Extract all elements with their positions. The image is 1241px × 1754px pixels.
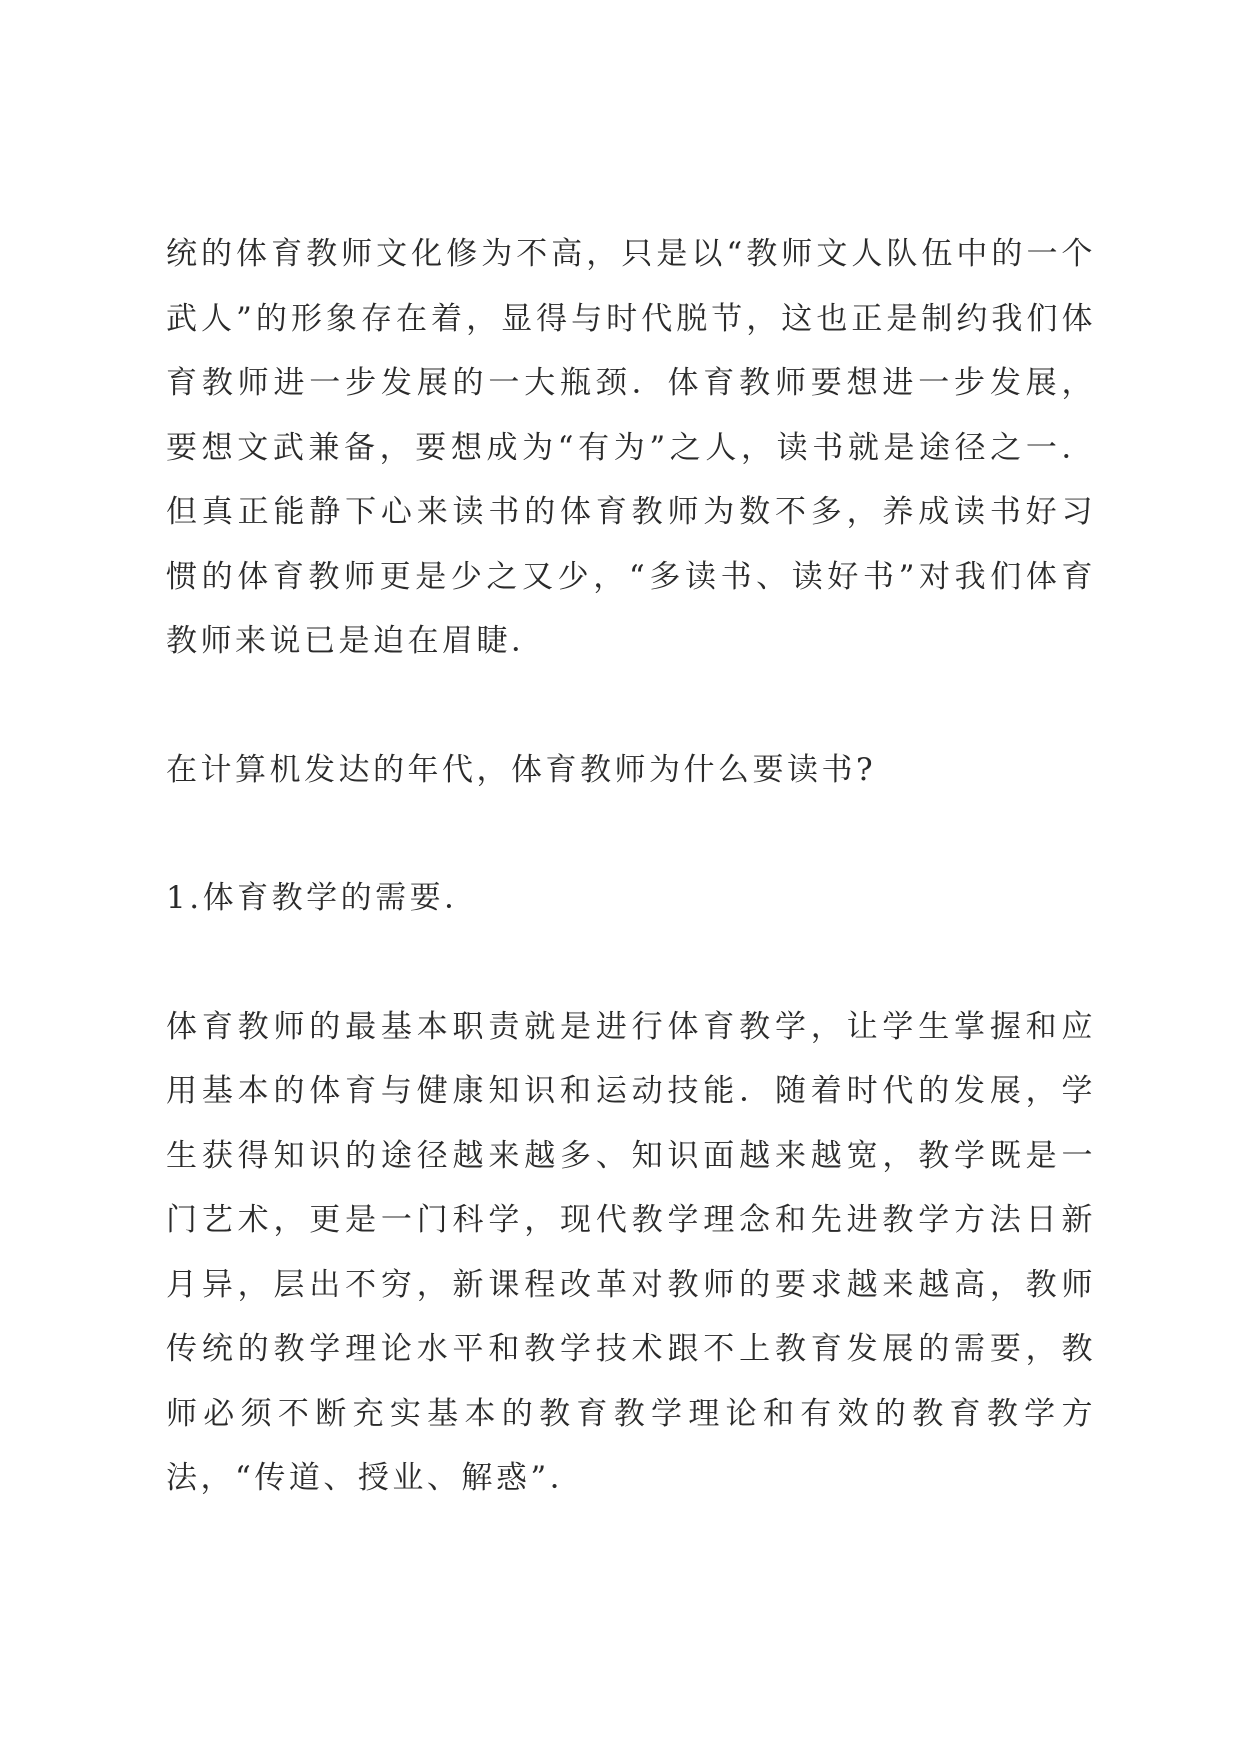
paragraph-4: 体育教师的最基本职责就是进行体育教学，让学生掌握和应用基本的体育与健康知识和运动技能．随着时代的发展，学生获得知识的途径越来越多、知识面越来越宽，教学既是一门艺术，更是一门科学，现代教学理念和先进教学方法日新月异，层出不穷，新课程改革对教师的要求越来越高，教师传统的教学理论水平和教学技术跟不上教育发展的需要，教师必须不断充实基本的教育教学理论和有效的教育教学方法，“传道、授业、解惑”． bbox=[166, 1008, 1096, 1496]
paragraph-3: 1.体育教学的需要． bbox=[166, 880, 479, 916]
paragraph-1: 统的体育教师文化修为不高，只是以“教师文人队伍中的一个武人”的形象存在着，显得与时代脱节，这也正是制约我们体育教师进一步发展的一大瓶颈．体育教师要想进一步发展，要想文武兼备，要想成为“有为”之人，读书就是途径之一．但真正能静下心来读书的体育教师为数不多，养成读书好习惯的体育教师更是少之又少，“多读书、读好书”对我们体育教师来说已是迫在眉睫． bbox=[166, 236, 1096, 659]
document-body bbox=[166, 222, 1096, 1511]
paragraph-2: 在计算机发达的年代，体育教师为什么要读书? bbox=[166, 751, 877, 788]
